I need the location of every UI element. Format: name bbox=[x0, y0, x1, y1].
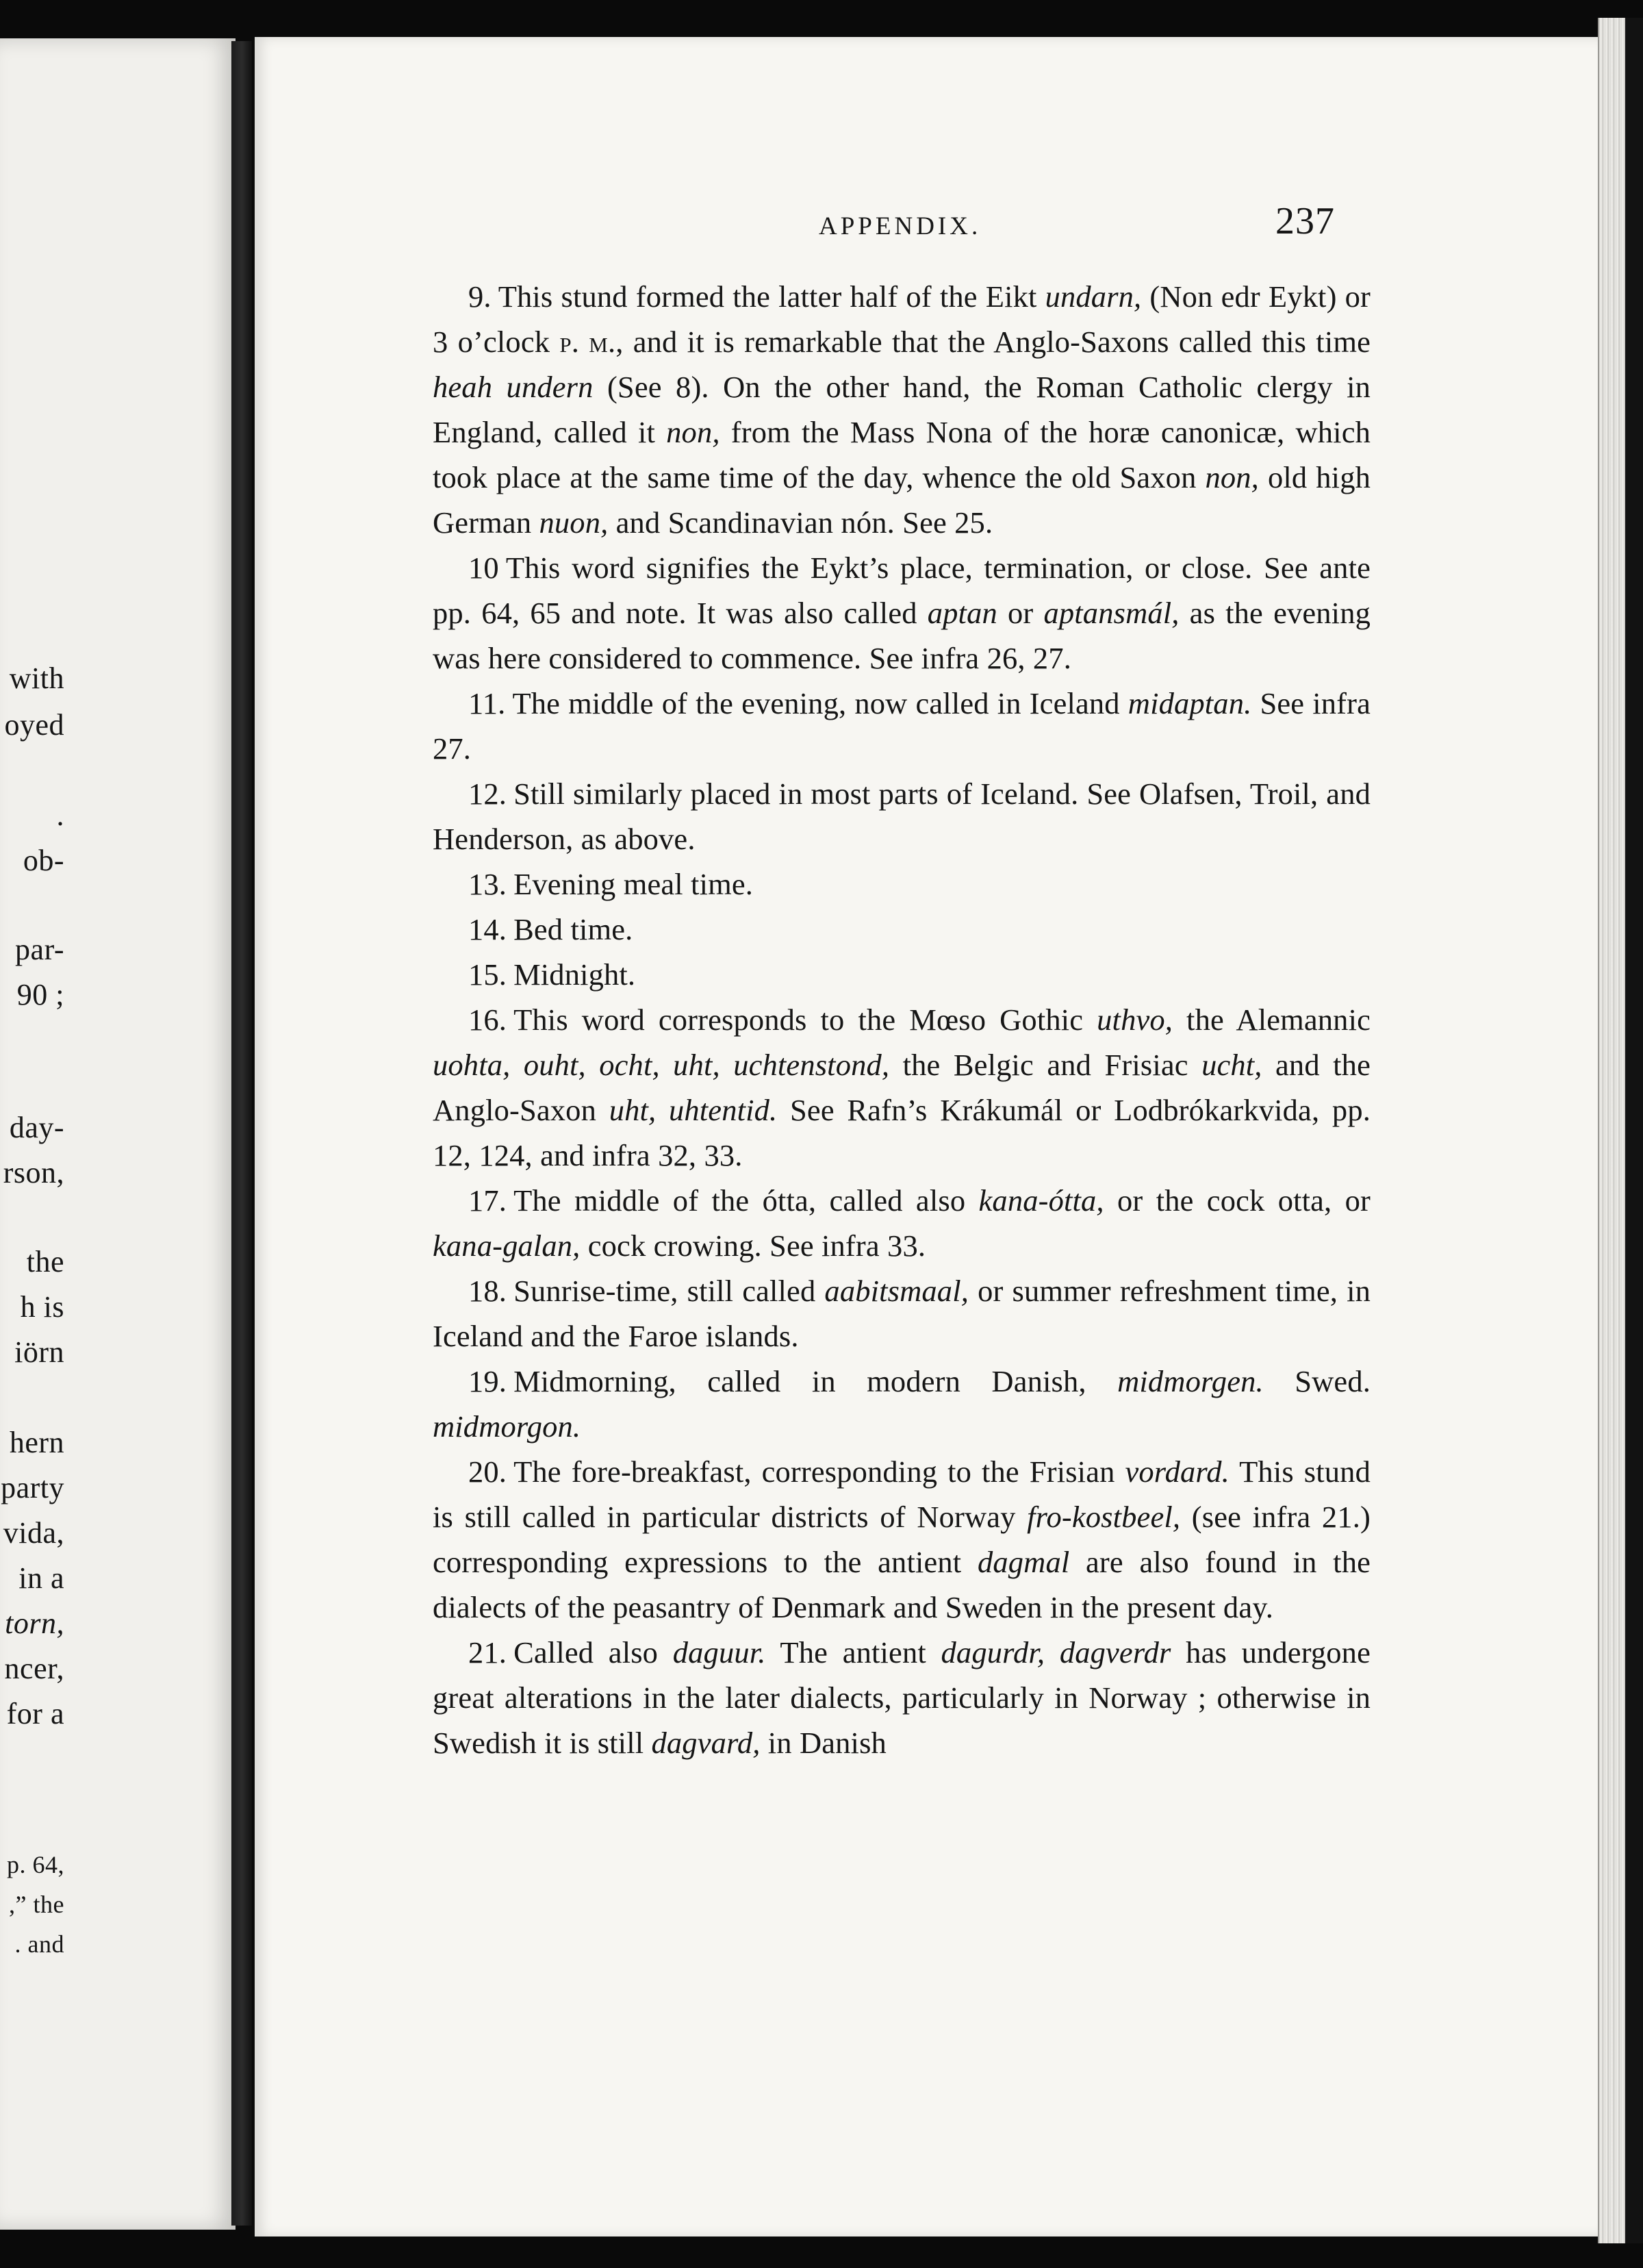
note-text: as the evening was here considered to commence. See infra 26, 27. bbox=[433, 596, 1371, 675]
note-text: Bed time. bbox=[513, 912, 633, 946]
left-fragment: . and bbox=[14, 1930, 64, 1958]
running-head: APPENDIX. bbox=[819, 212, 982, 240]
page-number: 237 bbox=[1275, 200, 1335, 242]
italic-term: aptan bbox=[927, 596, 997, 630]
note-text: See infra 27. bbox=[433, 686, 1371, 766]
left-fragment: in a bbox=[18, 1561, 64, 1595]
note-number: 21. bbox=[468, 1635, 507, 1670]
note-number: 17. bbox=[468, 1183, 507, 1218]
note-text: Sunrise-time, still called bbox=[513, 1274, 825, 1308]
left-fragment: 90 ; bbox=[16, 978, 64, 1011]
note-text: (see infra 21.) corresponding expressions to the antient bbox=[433, 1500, 1371, 1579]
left-fragment: oyed bbox=[4, 708, 64, 742]
scan-border bbox=[1625, 18, 1643, 2243]
note-text: or bbox=[997, 596, 1044, 630]
italic-term: midaptan. bbox=[1128, 686, 1252, 720]
left-fragment: ,” the bbox=[9, 1891, 64, 1918]
note-text: Still similarly placed in most parts of Iceland. See Olafsen, Troil, and Henderson, as above. bbox=[433, 777, 1371, 856]
note-paragraph bbox=[433, 861, 1371, 907]
note-paragraph bbox=[433, 274, 1371, 545]
note-text: are also found in the dialects of the peasantry of Denmark and Sweden in the present day. bbox=[433, 1545, 1371, 1624]
note-paragraph bbox=[433, 907, 1371, 952]
note-number: 15. bbox=[468, 957, 507, 992]
note-text: The antient bbox=[765, 1635, 941, 1670]
note-text: This stund is still called in particular districts of Norway bbox=[433, 1454, 1371, 1534]
note-number: 12. bbox=[468, 777, 507, 811]
left-fragment: hern bbox=[9, 1426, 64, 1459]
note-number: 19. bbox=[468, 1364, 507, 1398]
left-fragment: for a bbox=[6, 1697, 64, 1730]
left-fragment: p. 64, bbox=[7, 1851, 64, 1878]
left-fragment: day- bbox=[9, 1111, 64, 1144]
note-number: 13. bbox=[468, 867, 507, 901]
note-text: and the Anglo-Saxon bbox=[433, 1048, 1371, 1127]
italic-term: fro-kostbeel, bbox=[1027, 1500, 1181, 1534]
book-gutter bbox=[231, 41, 252, 2226]
left-fragment: iörn bbox=[14, 1335, 64, 1369]
note-text: or the cock otta, or bbox=[1104, 1183, 1371, 1218]
note-text: and Scandinavian nón. See 25. bbox=[608, 505, 993, 540]
note-text: the Alemannic bbox=[1173, 1003, 1371, 1037]
note-text: (See 8). On the other hand, the Roman Catholic clergy in England, called it bbox=[433, 370, 1371, 449]
note-text: Swed. bbox=[1263, 1364, 1371, 1398]
note-number: 9. bbox=[468, 279, 492, 314]
italic-term: undarn, bbox=[1045, 279, 1142, 314]
left-fragment: the bbox=[26, 1245, 64, 1278]
italic-term: aabitsmaal, bbox=[824, 1274, 969, 1308]
note-paragraph bbox=[433, 771, 1371, 861]
note-paragraph bbox=[433, 681, 1371, 771]
italic-term: vordard. bbox=[1125, 1454, 1230, 1489]
italic-term: nuon, bbox=[539, 505, 609, 540]
note-text: has undergone great alterations in the later dialects, particularly in Norway ; otherwise in Swedish it is still bbox=[433, 1635, 1371, 1760]
left-fragment: par- bbox=[15, 933, 64, 966]
italic-term: dagvard, bbox=[651, 1726, 761, 1760]
italic-term: uohta, ouht, ocht, uht, uchtenstond, bbox=[433, 1048, 890, 1082]
left-fragment: vida, bbox=[3, 1516, 64, 1550]
left-fragment: rson, bbox=[3, 1156, 64, 1189]
note-paragraph bbox=[433, 1630, 1371, 1765]
note-text: Evening meal time. bbox=[513, 867, 754, 901]
small-caps-text: p. m. bbox=[559, 325, 616, 359]
note-paragraph bbox=[433, 1268, 1371, 1359]
italic-term: dagurdr, dagverdr bbox=[941, 1635, 1171, 1670]
note-text: This word corresponds to the Mœso Gothic bbox=[513, 1003, 1097, 1037]
italic-term: uthvo, bbox=[1097, 1003, 1173, 1037]
page-edges bbox=[1598, 18, 1627, 2243]
italic-term: midmorgen. bbox=[1117, 1364, 1264, 1398]
italic-term: non, bbox=[666, 415, 720, 449]
note-text: cock crowing. See infra 33. bbox=[580, 1228, 926, 1263]
note-number: 20. bbox=[468, 1454, 507, 1489]
italic-term: midmorgon. bbox=[433, 1409, 581, 1444]
note-number: 14. bbox=[468, 912, 507, 946]
italic-term: kana-ótta, bbox=[978, 1183, 1104, 1218]
note-text: (Non edr Eykt) or 3 o’clock bbox=[433, 279, 1371, 359]
left-fragment: ncer, bbox=[4, 1652, 64, 1685]
note-text: or summer refreshment time, in Iceland and the Faroe islands. bbox=[433, 1274, 1371, 1353]
note-text: The middle of the evening, now called in Iceland bbox=[512, 686, 1128, 720]
italic-term: kana-galan, bbox=[433, 1228, 581, 1263]
italic-term: dagmal bbox=[977, 1545, 1070, 1579]
note-text: See Rafn’s Krákumál or Lodbrókarkvida, pp. 12, 124, and infra 32, 33. bbox=[433, 1093, 1371, 1172]
left-fragment: h is bbox=[20, 1290, 64, 1324]
left-fragment: with bbox=[9, 662, 64, 695]
left-fragment-italic: torn, bbox=[5, 1606, 64, 1640]
left-fragment: . bbox=[56, 798, 64, 832]
note-text: Called also bbox=[513, 1635, 673, 1670]
left-facing-page bbox=[0, 38, 235, 2230]
italic-term: non, bbox=[1205, 460, 1259, 494]
note-text: , and it is remarkable that the Anglo-Saxons called this time bbox=[615, 325, 1371, 359]
note-number: 11. bbox=[468, 686, 506, 720]
italic-term: uht, uhtentid. bbox=[609, 1093, 778, 1127]
italic-term: heah undern bbox=[433, 370, 594, 404]
note-text: This word signifies the Eykt’s place, termination, or close. See ante pp. 64, 65 and note. It was also called bbox=[433, 551, 1371, 630]
note-text: old high German bbox=[433, 460, 1371, 540]
left-fragment: party bbox=[1, 1471, 64, 1504]
note-paragraph bbox=[433, 952, 1371, 997]
note-paragraph bbox=[433, 1449, 1371, 1630]
note-text: in Danish bbox=[760, 1726, 887, 1760]
italic-term: aptansmál, bbox=[1043, 596, 1180, 630]
note-number: 10 bbox=[468, 551, 499, 585]
note-number: 18. bbox=[468, 1274, 507, 1308]
note-paragraph bbox=[433, 1359, 1371, 1449]
left-fragment bbox=[5, 1606, 64, 1641]
note-text: This stund formed the latter half of the Eikt bbox=[498, 279, 1045, 314]
note-text: from the Mass Nona of the horæ canonicæ, which took place at the same time of the day, whence the old Saxon bbox=[433, 415, 1371, 494]
note-text: Midmorning, called in modern Danish, bbox=[513, 1364, 1118, 1398]
left-fragment: ob- bbox=[23, 844, 64, 877]
italic-term: ucht, bbox=[1201, 1048, 1262, 1082]
note-text: The fore-breakfast, corresponding to the Frisian bbox=[513, 1454, 1125, 1489]
italic-term: daguur. bbox=[672, 1635, 766, 1670]
appendix-body-text bbox=[433, 274, 1371, 1765]
note-text: The middle of the ótta, called also bbox=[513, 1183, 979, 1218]
note-text: Midnight. bbox=[513, 957, 636, 992]
note-paragraph bbox=[433, 1178, 1371, 1268]
note-paragraph bbox=[433, 545, 1371, 681]
note-text: the Belgic and Frisiac bbox=[889, 1048, 1202, 1082]
note-paragraph bbox=[433, 997, 1371, 1178]
note-number: 16. bbox=[468, 1003, 507, 1037]
